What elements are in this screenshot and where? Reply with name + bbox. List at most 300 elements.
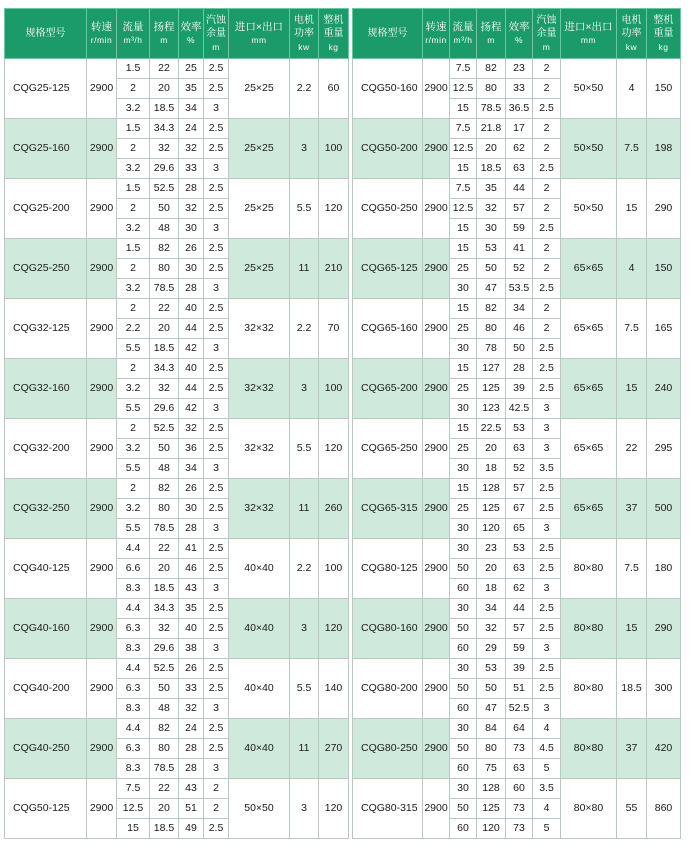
power-cell: 4 [617, 239, 647, 299]
head-cell: 84 [477, 719, 506, 739]
flow-cell: 3.2 [117, 219, 150, 239]
efficiency-cell: 52 [506, 459, 533, 479]
weight-cell: 260 [319, 479, 349, 539]
flow-cell: 8.3 [117, 579, 150, 599]
speed-cell: 2900 [87, 299, 117, 359]
weight-cell: 100 [319, 119, 349, 179]
head-cell: 82 [150, 479, 179, 499]
flow-cell: 8.3 [117, 759, 150, 779]
model-cell: CQG32-250 [5, 479, 87, 539]
power-cell: 7.5 [617, 119, 647, 179]
npsh-cell: 4 [533, 719, 561, 739]
inlet-outlet-cell: 80×80 [561, 779, 617, 839]
head-cell: 53 [477, 659, 506, 679]
head-cell: 32 [150, 139, 179, 159]
flow-cell: 15 [450, 419, 477, 439]
model-cell: CQG25-250 [5, 239, 87, 299]
col-weight: 整机 重量 kg [647, 9, 681, 59]
efficiency-cell: 39 [506, 379, 533, 399]
flow-cell: 3.2 [117, 439, 150, 459]
head-cell: 80 [477, 319, 506, 339]
table-row [353, 59, 681, 79]
flow-cell: 30 [450, 659, 477, 679]
flow-cell: 2 [117, 359, 150, 379]
power-cell: 2.2 [290, 59, 319, 119]
head-cell: 20 [477, 559, 506, 579]
inlet-outlet-cell: 50×50 [561, 179, 617, 239]
col-model: 规格型号 [353, 9, 423, 59]
efficiency-cell: 35 [179, 79, 204, 99]
flow-cell: 5.5 [117, 399, 150, 419]
flow-cell: 2 [117, 199, 150, 219]
efficiency-cell: 24 [179, 719, 204, 739]
efficiency-cell: 63 [506, 559, 533, 579]
flow-cell: 15 [450, 159, 477, 179]
flow-cell: 60 [450, 819, 477, 839]
header-row [353, 9, 681, 59]
power-cell: 3 [290, 599, 319, 659]
head-cell: 52.5 [150, 419, 179, 439]
efficiency-cell: 73 [506, 799, 533, 819]
table-row [353, 239, 681, 259]
efficiency-cell: 73 [506, 739, 533, 759]
model-cell: CQG80-250 [353, 719, 423, 779]
flow-cell: 7.5 [450, 179, 477, 199]
flow-cell: 8.3 [117, 639, 150, 659]
npsh-cell: 2 [533, 259, 561, 279]
efficiency-cell: 28 [506, 359, 533, 379]
npsh-cell: 2.5 [204, 559, 229, 579]
flow-cell: 30 [450, 539, 477, 559]
efficiency-cell: 52 [506, 259, 533, 279]
flow-cell: 5.5 [117, 339, 150, 359]
model-cell: CQG80-200 [353, 659, 423, 719]
table-row [5, 719, 349, 739]
npsh-cell: 2.5 [204, 319, 229, 339]
flow-cell: 30 [450, 399, 477, 419]
npsh-cell: 3 [204, 519, 229, 539]
efficiency-cell: 51 [179, 799, 204, 819]
table-body-right [353, 59, 681, 839]
npsh-cell: 2.5 [204, 179, 229, 199]
speed-cell: 2900 [423, 479, 450, 539]
speed-cell: 2900 [423, 779, 450, 839]
speed-cell: 2900 [87, 359, 117, 419]
head-cell: 82 [477, 59, 506, 79]
head-cell: 120 [477, 819, 506, 839]
head-cell: 18.5 [150, 339, 179, 359]
npsh-cell: 3 [533, 639, 561, 659]
speed-cell: 2900 [87, 119, 117, 179]
npsh-cell: 3 [204, 579, 229, 599]
efficiency-cell: 49 [179, 819, 204, 839]
inlet-outlet-cell: 40×40 [229, 599, 290, 659]
efficiency-cell: 53 [506, 539, 533, 559]
flow-cell: 1.5 [117, 59, 150, 79]
efficiency-cell: 44 [506, 179, 533, 199]
col-flow: 流量 m³/h [450, 9, 477, 59]
efficiency-cell: 28 [179, 759, 204, 779]
efficiency-cell: 28 [179, 519, 204, 539]
head-cell: 30 [477, 219, 506, 239]
head-cell: 35 [477, 179, 506, 199]
npsh-cell: 2.5 [533, 539, 561, 559]
head-cell: 20 [477, 139, 506, 159]
npsh-cell: 2.5 [204, 379, 229, 399]
head-cell: 52.5 [150, 659, 179, 679]
inlet-outlet-cell: 65×65 [561, 299, 617, 359]
power-cell: 15 [617, 599, 647, 659]
flow-cell: 2 [117, 479, 150, 499]
head-cell: 20 [150, 559, 179, 579]
weight-cell: 210 [319, 239, 349, 299]
speed-cell: 2900 [423, 179, 450, 239]
speed-cell: 2900 [423, 419, 450, 479]
col-inout: 进口×出口 mm [561, 9, 617, 59]
head-cell: 22 [150, 779, 179, 799]
flow-cell: 50 [450, 619, 477, 639]
npsh-cell: 2.5 [204, 659, 229, 679]
efficiency-cell: 57 [506, 619, 533, 639]
npsh-cell: 3 [204, 639, 229, 659]
head-cell: 80 [477, 79, 506, 99]
efficiency-cell: 62 [506, 139, 533, 159]
npsh-cell: 2.5 [533, 619, 561, 639]
model-cell: CQG65-160 [353, 299, 423, 359]
head-cell: 80 [150, 259, 179, 279]
efficiency-cell: 40 [179, 359, 204, 379]
inlet-outlet-cell: 32×32 [229, 419, 290, 479]
npsh-cell: 3 [533, 519, 561, 539]
efficiency-cell: 53.5 [506, 279, 533, 299]
table-row [5, 599, 349, 619]
npsh-cell: 2 [533, 59, 561, 79]
table-row [5, 359, 349, 379]
col-eff: 效率 % [179, 9, 204, 59]
npsh-cell: 2.5 [533, 159, 561, 179]
efficiency-cell: 33 [179, 159, 204, 179]
head-cell: 23 [477, 539, 506, 559]
efficiency-cell: 34 [179, 459, 204, 479]
efficiency-cell: 39 [506, 659, 533, 679]
speed-cell: 2900 [87, 779, 117, 839]
flow-cell: 7.5 [450, 119, 477, 139]
flow-cell: 50 [450, 739, 477, 759]
speed-cell: 2900 [423, 599, 450, 659]
npsh-cell: 3 [533, 699, 561, 719]
weight-cell: 198 [647, 119, 681, 179]
flow-cell: 50 [450, 559, 477, 579]
flow-cell: 3.2 [117, 159, 150, 179]
power-cell: 7.5 [617, 539, 647, 599]
npsh-cell: 2.5 [204, 739, 229, 759]
flow-cell: 2 [117, 139, 150, 159]
weight-cell: 100 [319, 539, 349, 599]
speed-cell: 2900 [87, 599, 117, 659]
col-speed: 转速 r/min [87, 9, 117, 59]
flow-cell: 30 [450, 279, 477, 299]
model-cell: CQG40-160 [5, 599, 87, 659]
head-cell: 50 [150, 679, 179, 699]
inlet-outlet-cell: 65×65 [561, 239, 617, 299]
col-speed: 转速 r/min [423, 9, 450, 59]
npsh-cell: 2.5 [204, 239, 229, 259]
table-row [353, 779, 681, 799]
efficiency-cell: 63 [506, 159, 533, 179]
head-cell: 32 [477, 199, 506, 219]
flow-cell: 15 [450, 479, 477, 499]
npsh-cell: 2.5 [204, 79, 229, 99]
head-cell: 32 [477, 619, 506, 639]
head-cell: 123 [477, 399, 506, 419]
efficiency-cell: 34 [506, 299, 533, 319]
npsh-cell: 3 [204, 459, 229, 479]
npsh-cell: 2.5 [533, 219, 561, 239]
table-row [5, 419, 349, 439]
npsh-cell: 3 [533, 439, 561, 459]
speed-cell: 2900 [87, 539, 117, 599]
npsh-cell: 2.5 [204, 419, 229, 439]
efficiency-cell: 67 [506, 499, 533, 519]
weight-cell: 60 [319, 59, 349, 119]
head-cell: 34.3 [150, 119, 179, 139]
flow-cell: 25 [450, 379, 477, 399]
table-row [5, 179, 349, 199]
speed-cell: 2900 [87, 419, 117, 479]
head-cell: 22 [150, 539, 179, 559]
npsh-cell: 3 [533, 579, 561, 599]
model-cell: CQG25-125 [5, 59, 87, 119]
npsh-cell: 2.5 [204, 679, 229, 699]
flow-cell: 12.5 [450, 79, 477, 99]
flow-cell: 4.4 [117, 539, 150, 559]
npsh-cell: 2.5 [533, 359, 561, 379]
flow-cell: 30 [450, 339, 477, 359]
speed-cell: 2900 [423, 239, 450, 299]
efficiency-cell: 73 [506, 819, 533, 839]
inlet-outlet-cell: 80×80 [561, 719, 617, 779]
inlet-outlet-cell: 32×32 [229, 299, 290, 359]
table-row [5, 659, 349, 679]
flow-cell: 60 [450, 639, 477, 659]
power-cell: 5.5 [290, 179, 319, 239]
power-cell: 11 [290, 239, 319, 299]
power-cell: 15 [617, 179, 647, 239]
speed-cell: 2900 [87, 179, 117, 239]
flow-cell: 2 [117, 299, 150, 319]
speed-cell: 2900 [87, 479, 117, 539]
efficiency-cell: 57 [506, 199, 533, 219]
efficiency-cell: 36.5 [506, 99, 533, 119]
efficiency-cell: 32 [179, 139, 204, 159]
flow-cell: 30 [450, 719, 477, 739]
head-cell: 34 [477, 599, 506, 619]
table-row [353, 179, 681, 199]
speed-cell: 2900 [423, 359, 450, 419]
head-cell: 78.5 [477, 99, 506, 119]
npsh-cell: 2.5 [204, 359, 229, 379]
speed-cell: 2900 [87, 59, 117, 119]
head-cell: 18.5 [150, 99, 179, 119]
model-cell: CQG32-125 [5, 299, 87, 359]
head-cell: 128 [477, 479, 506, 499]
npsh-cell: 2.5 [533, 679, 561, 699]
npsh-cell: 3.5 [533, 459, 561, 479]
head-cell: 125 [477, 379, 506, 399]
table-row [353, 359, 681, 379]
head-cell: 128 [477, 779, 506, 799]
col-flow: 流量 m³/h [117, 9, 150, 59]
col-inout: 进口×出口 mm [229, 9, 290, 59]
power-cell: 5.5 [290, 419, 319, 479]
npsh-cell: 3 [204, 699, 229, 719]
head-cell: 29.6 [150, 399, 179, 419]
npsh-cell: 2.5 [533, 499, 561, 519]
flow-cell: 60 [450, 579, 477, 599]
weight-cell: 290 [647, 179, 681, 239]
head-cell: 20 [150, 319, 179, 339]
efficiency-cell: 30 [179, 499, 204, 519]
efficiency-cell: 64 [506, 719, 533, 739]
head-cell: 20 [150, 79, 179, 99]
efficiency-cell: 26 [179, 239, 204, 259]
head-cell: 50 [150, 439, 179, 459]
head-cell: 75 [477, 759, 506, 779]
efficiency-cell: 38 [179, 639, 204, 659]
head-cell: 18.5 [150, 579, 179, 599]
efficiency-cell: 57 [506, 479, 533, 499]
npsh-cell: 2.5 [533, 339, 561, 359]
flow-cell: 3.2 [117, 499, 150, 519]
table-row [353, 119, 681, 139]
flow-cell: 15 [450, 299, 477, 319]
head-cell: 47 [477, 279, 506, 299]
model-cell: CQG40-250 [5, 719, 87, 779]
head-cell: 18 [477, 579, 506, 599]
weight-cell: 165 [647, 299, 681, 359]
efficiency-cell: 44 [179, 319, 204, 339]
npsh-cell: 2 [533, 299, 561, 319]
model-cell: CQG65-315 [353, 479, 423, 539]
efficiency-cell: 62 [506, 579, 533, 599]
flow-cell: 6.3 [117, 619, 150, 639]
table-row [5, 119, 349, 139]
weight-cell: 120 [319, 779, 349, 839]
power-cell: 2.2 [290, 539, 319, 599]
head-cell: 82 [150, 719, 179, 739]
head-cell: 78.5 [150, 279, 179, 299]
npsh-cell: 3 [204, 339, 229, 359]
npsh-cell: 3 [204, 219, 229, 239]
weight-cell: 240 [647, 359, 681, 419]
model-cell: CQG65-250 [353, 419, 423, 479]
npsh-cell: 2.5 [204, 539, 229, 559]
power-cell: 5.5 [290, 659, 319, 719]
head-cell: 32 [150, 619, 179, 639]
head-cell: 18.5 [150, 819, 179, 839]
efficiency-cell: 41 [506, 239, 533, 259]
efficiency-cell: 32 [179, 199, 204, 219]
table-row [5, 239, 349, 259]
model-cell: CQG65-200 [353, 359, 423, 419]
head-cell: 18 [477, 459, 506, 479]
model-cell: CQG40-200 [5, 659, 87, 719]
efficiency-cell: 35 [179, 599, 204, 619]
power-cell: 3 [290, 779, 319, 839]
inlet-outlet-cell: 40×40 [229, 659, 290, 719]
flow-cell: 2 [117, 419, 150, 439]
weight-cell: 295 [647, 419, 681, 479]
table-row [353, 299, 681, 319]
power-cell: 55 [617, 779, 647, 839]
npsh-cell: 2.5 [204, 439, 229, 459]
head-cell: 120 [477, 519, 506, 539]
head-cell: 82 [477, 299, 506, 319]
npsh-cell: 2 [533, 239, 561, 259]
speed-cell: 2900 [87, 239, 117, 299]
npsh-cell: 3 [204, 759, 229, 779]
flow-cell: 50 [450, 799, 477, 819]
npsh-cell: 2 [533, 199, 561, 219]
table-row [353, 659, 681, 679]
head-cell: 127 [477, 359, 506, 379]
model-cell: CQG40-125 [5, 539, 87, 599]
model-cell: CQG80-125 [353, 539, 423, 599]
flow-cell: 15 [450, 99, 477, 119]
weight-cell: 270 [319, 719, 349, 779]
npsh-cell: 2.5 [533, 599, 561, 619]
power-cell: 37 [617, 719, 647, 779]
efficiency-cell: 52.5 [506, 699, 533, 719]
head-cell: 50 [150, 199, 179, 219]
flow-cell: 60 [450, 759, 477, 779]
efficiency-cell: 24 [179, 119, 204, 139]
flow-cell: 25 [450, 499, 477, 519]
efficiency-cell: 46 [179, 559, 204, 579]
model-cell: CQG50-160 [353, 59, 423, 119]
table-body-left [5, 59, 349, 839]
inlet-outlet-cell: 80×80 [561, 539, 617, 599]
head-cell: 34.3 [150, 359, 179, 379]
flow-cell: 6.3 [117, 739, 150, 759]
flow-cell: 2 [117, 79, 150, 99]
flow-cell: 12.5 [450, 199, 477, 219]
efficiency-cell: 33 [506, 79, 533, 99]
model-cell: CQG50-125 [5, 779, 87, 839]
inlet-outlet-cell: 65×65 [561, 359, 617, 419]
inlet-outlet-cell: 40×40 [229, 539, 290, 599]
weight-cell: 290 [647, 599, 681, 659]
inlet-outlet-cell: 50×50 [561, 59, 617, 119]
flow-cell: 4.4 [117, 659, 150, 679]
efficiency-cell: 26 [179, 479, 204, 499]
model-cell: CQG25-200 [5, 179, 87, 239]
flow-cell: 30 [450, 519, 477, 539]
flow-cell: 60 [450, 699, 477, 719]
head-cell: 18.5 [477, 159, 506, 179]
power-cell: 22 [617, 419, 647, 479]
model-cell: CQG50-250 [353, 179, 423, 239]
head-cell: 20 [150, 799, 179, 819]
inlet-outlet-cell: 32×32 [229, 359, 290, 419]
head-cell: 22 [150, 299, 179, 319]
power-cell: 11 [290, 479, 319, 539]
flow-cell: 25 [450, 319, 477, 339]
npsh-cell: 2 [533, 179, 561, 199]
head-cell: 52.5 [150, 179, 179, 199]
head-cell: 48 [150, 219, 179, 239]
head-cell: 29.6 [150, 159, 179, 179]
